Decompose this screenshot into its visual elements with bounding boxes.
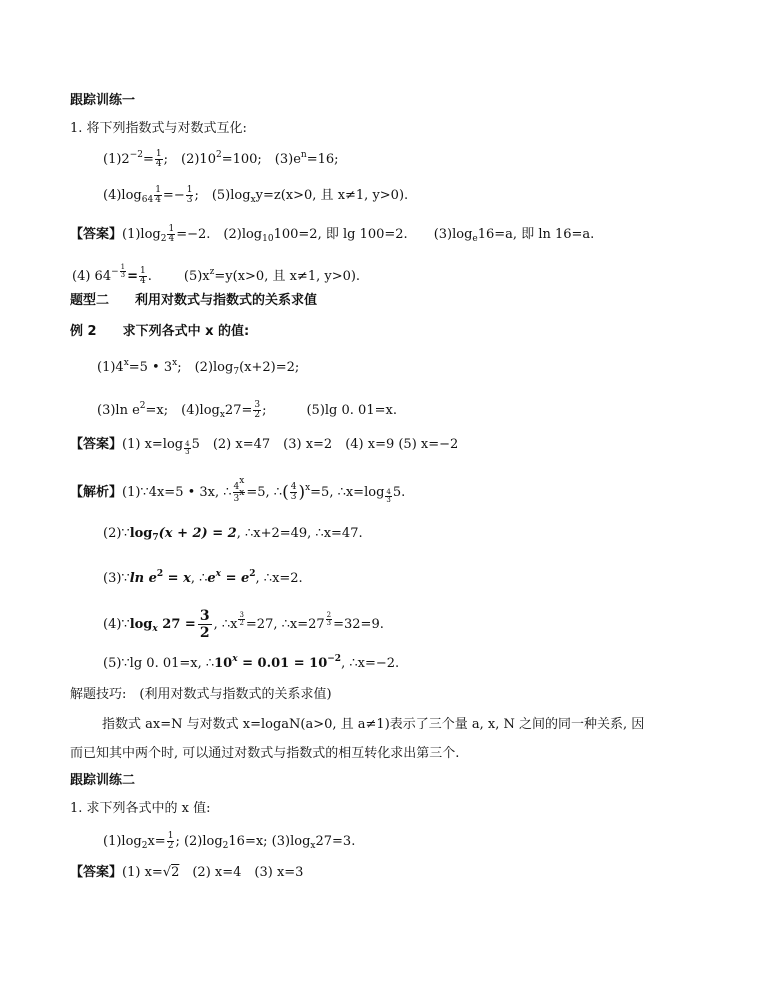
- solution-label: 【解析】: [70, 485, 123, 500]
- answer-line-1: 【答案】$(1)\log_2$ $\frac{1}{4}$ =−2. $(2)\log_{10}100=2$, 即 lg 100=2. $(3)\log_e16=a$, 即 ln 16=a.: [70, 224, 595, 244]
- tip-title: 解题技巧: (利用对数式与指数式的关系求值): [70, 687, 332, 702]
- solution-line-4: $(4)\because\log_x$ 27 = $\frac{3}{2}$ , ∴x $^{\frac{3}{2}}$ =27, ∴x=27 $^{\frac{2}{3}}$ =32=9.: [103, 608, 384, 641]
- heading-practice-1: 跟踪训练一: [70, 93, 136, 108]
- example-line-1: $(1)4^x=5$ • 3$^x$; $(2)\log_7(x+2)=2$;: [97, 358, 300, 377]
- solution-line-5: (5)∵lg 0. 01=x, $\therefore 10^x = 0.01 = 10^{-2}$, ∴x=−2.: [103, 654, 400, 671]
- practice-2-line-1: $(1)\log_2x=$ $\frac{1}{2}$ ; $(2)\log_216=x$; $(3)\log_x27=3$.: [103, 831, 356, 851]
- example-line-2: (3)ln $e^2=x$; $(4)\log_x27=$ $\frac{3}{2}$ ; (5)lg 0. 01=x.: [97, 400, 397, 420]
- answer-line-2: (4) $64^{- \frac{1}{3}}$ = $\frac{1}{4}$ . $(5)x^z=y(x>0$, 且 x≠1, y>0).: [72, 263, 361, 286]
- question-1: 1. 将下列指数式与对数式互化:: [70, 121, 247, 136]
- answer-example-2: 【答案】(1) x=log $_{\frac{4}{3}}$ 5 (2) x=47 (3) x=2 (4) x=9 (5) x=−2: [70, 437, 459, 456]
- heading-type-2: 题型二 利用对数式与指数式的关系求值: [70, 293, 318, 308]
- solution-line-2: $(2)\because\log_7(x + 2) = 2$, ∴x+2=49, ∴x=47.: [103, 526, 363, 543]
- answer-label: 【答案】: [70, 437, 123, 452]
- tip-line-2: 而已知其中两个时, 可以通过对数式与指数式的相互转化求出第三个.: [70, 746, 460, 761]
- exercise-line-2: $(4)\log_{64}$ $\frac{1}{4}$ =− $\frac{1}{3}$ ; $(5)\log_xy=z(x>0$, 且 x≠1, y>0).: [103, 185, 409, 205]
- example-2-title: 例 2 求下列各式中 x 的值:: [70, 324, 250, 339]
- answer-practice-2: 【答案】(1) x=√2 (2) x=4 (3) x=3: [70, 865, 304, 880]
- tip-line-1: 指数式 ax=N 与对数式 x=logaN(a>0, 且 a≠1)表示了三个量 a, x, N 之间的同一种关系, 因: [102, 717, 645, 732]
- heading-practice-2: 跟踪训练二: [70, 773, 136, 788]
- question-practice-2: 1. 求下列各式中的 x 值:: [70, 801, 211, 816]
- answer-label: 【答案】: [70, 227, 123, 242]
- solution-line-3: (3)∵ln $e^2 = x$, $\therefore e^x = e^2$, ∴x=2.: [103, 569, 303, 586]
- solution-line-1: 【解析】(1)∵4x=5 • 3x, ∴ $\frac{4^x}{3^x}$ =5, ∴( $\frac{4}{3}$ )$^x$=5, ∴x=log $_{\frac{4}{3}}$ 5.: [70, 476, 406, 504]
- answer-label: 【答案】: [70, 865, 123, 880]
- exercise-line-1: $(1)2^{-2}=$ $\frac{1}{4}$ ; $(2)10^2=100$; $(3)e^n=16$;: [103, 149, 339, 169]
